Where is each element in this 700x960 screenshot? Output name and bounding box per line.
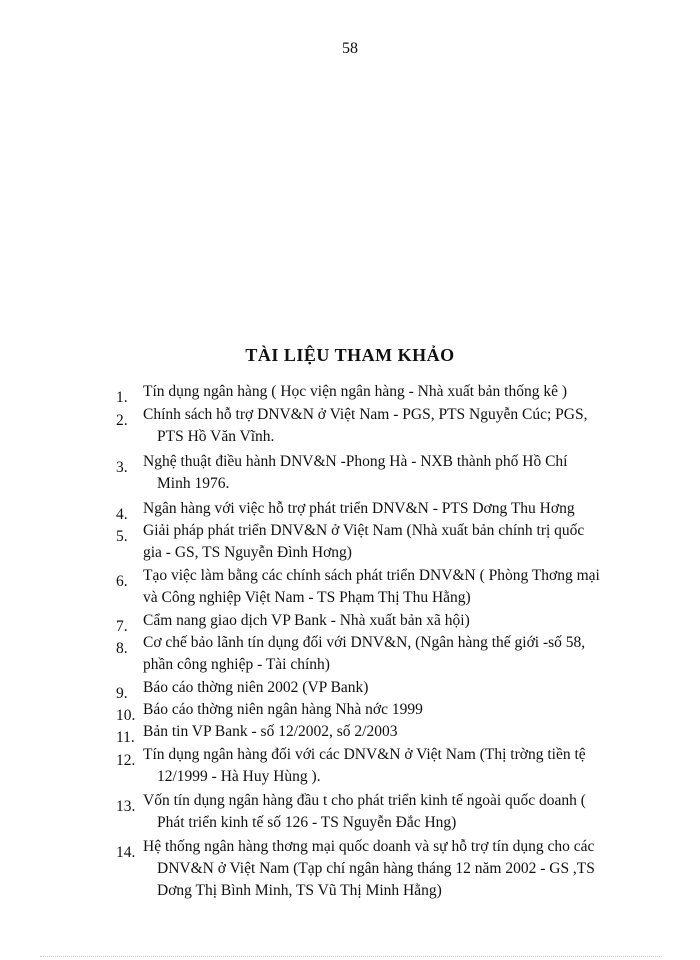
reference-text: Tín dụng ngân hàng ( Học viện ngân hàng - Nhà xuất bản thống kê ) [143,383,567,400]
page-bottom-divider [40,956,660,957]
item-number: 9. [116,685,128,702]
reference-text-continued: và Công nghiệp Việt Nam - TS Phạm Thị Thu Hằng) [143,589,471,606]
page-number: 58 [342,40,358,57]
list-item [0,632,700,676]
item-number: 13. [116,798,136,815]
item-number: 7. [116,618,128,635]
reference-text: Báo cáo thờng niên ngân hàng Nhà nớc 1999 [143,701,423,718]
item-number: 4. [116,506,128,523]
item-number: 2. [116,412,128,429]
list-item [0,498,700,523]
reference-text-continued: Minh 1976. [157,475,230,492]
reference-text: Tạo việc làm bằng các chính sách phát triển DNV&N ( Phòng Thơng mại [143,567,600,584]
reference-text: Giải pháp phát triển DNV&N ở Việt Nam (Nhà xuất bản chính trị quốc [143,522,585,539]
list-item [0,610,700,635]
item-number: 12. [116,752,136,769]
reference-text: Nghệ thuật điều hành DNV&N -Phong Hà - NXB thành phố Hồ Chí [143,453,568,470]
list-item [0,520,700,564]
reference-list [0,381,700,902]
reference-text: Ngân hàng với việc hỗ trợ phát triển DNV&N - PTS Dơng Thu Hơng [143,500,575,517]
list-item [0,565,700,609]
reference-text: Bản tin VP Bank - số 12/2002, số 2/2003 [143,723,398,740]
list-item [0,744,700,788]
item-number: 5. [116,528,128,545]
item-number: 8. [116,640,128,657]
page-title: TÀI LIỆU THAM KHẢO [245,345,455,365]
reference-text: Vốn tín dụng ngân hàng đầu t cho phát triển kinh tế ngoài quốc doanh ( [143,792,586,809]
list-item [0,790,700,834]
list-item [0,381,700,406]
reference-text-continued: Dơng Thị Bình Minh, TS Vũ Thị Minh Hằng) [157,882,442,899]
reference-text-continued: PTS Hồ Văn Vĩnh. [157,428,275,445]
item-number: 3. [116,459,128,476]
reference-text: Báo cáo thờng niên 2002 (VP Bank) [143,679,369,696]
list-item [0,699,700,724]
reference-text: Cơ chế bảo lãnh tín dụng đối với DNV&N, (Ngân hàng thế giới -số 58, [143,634,586,651]
reference-text-continued: DNV&N ở Việt Nam (Tạp chí ngân hàng tháng 12 năm 2002 - GS ,TS [157,860,595,877]
reference-text: Cẩm nang giao dịch VP Bank - Nhà xuất bản xã hội) [143,612,470,629]
item-number: 11. [116,729,135,746]
reference-text: Hệ thống ngân hàng thơng mại quốc doanh và sự hỗ trợ tín dụng cho các [143,838,595,855]
item-number: 14. [116,844,136,861]
reference-text: Chính sách hỗ trợ DNV&N ở Việt Nam - PGS, PTS Nguyễn Cúc; PGS, [143,406,588,423]
reference-text-continued: Phát triển kinh tế số 126 - TS Nguyễn Đắc Hng) [157,814,457,831]
list-item [0,404,700,448]
reference-text-continued: phần công nghiệp - Tài chính) [143,656,330,673]
item-number: 6. [116,573,128,590]
item-number: 10. [116,707,136,724]
list-item [0,451,700,495]
item-number: 1. [116,389,128,406]
list-item [0,836,700,902]
reference-text-continued: gia - GS, TS Nguyễn Đình Hơng) [143,544,352,561]
list-item [0,721,700,746]
reference-text: Tín dụng ngân hàng đối với các DNV&N ở Việt Nam (Thị trờng tiền tệ [143,746,586,763]
list-item [0,677,700,702]
reference-text-continued: 12/1999 - Hà Huy Hùng ). [157,768,321,785]
